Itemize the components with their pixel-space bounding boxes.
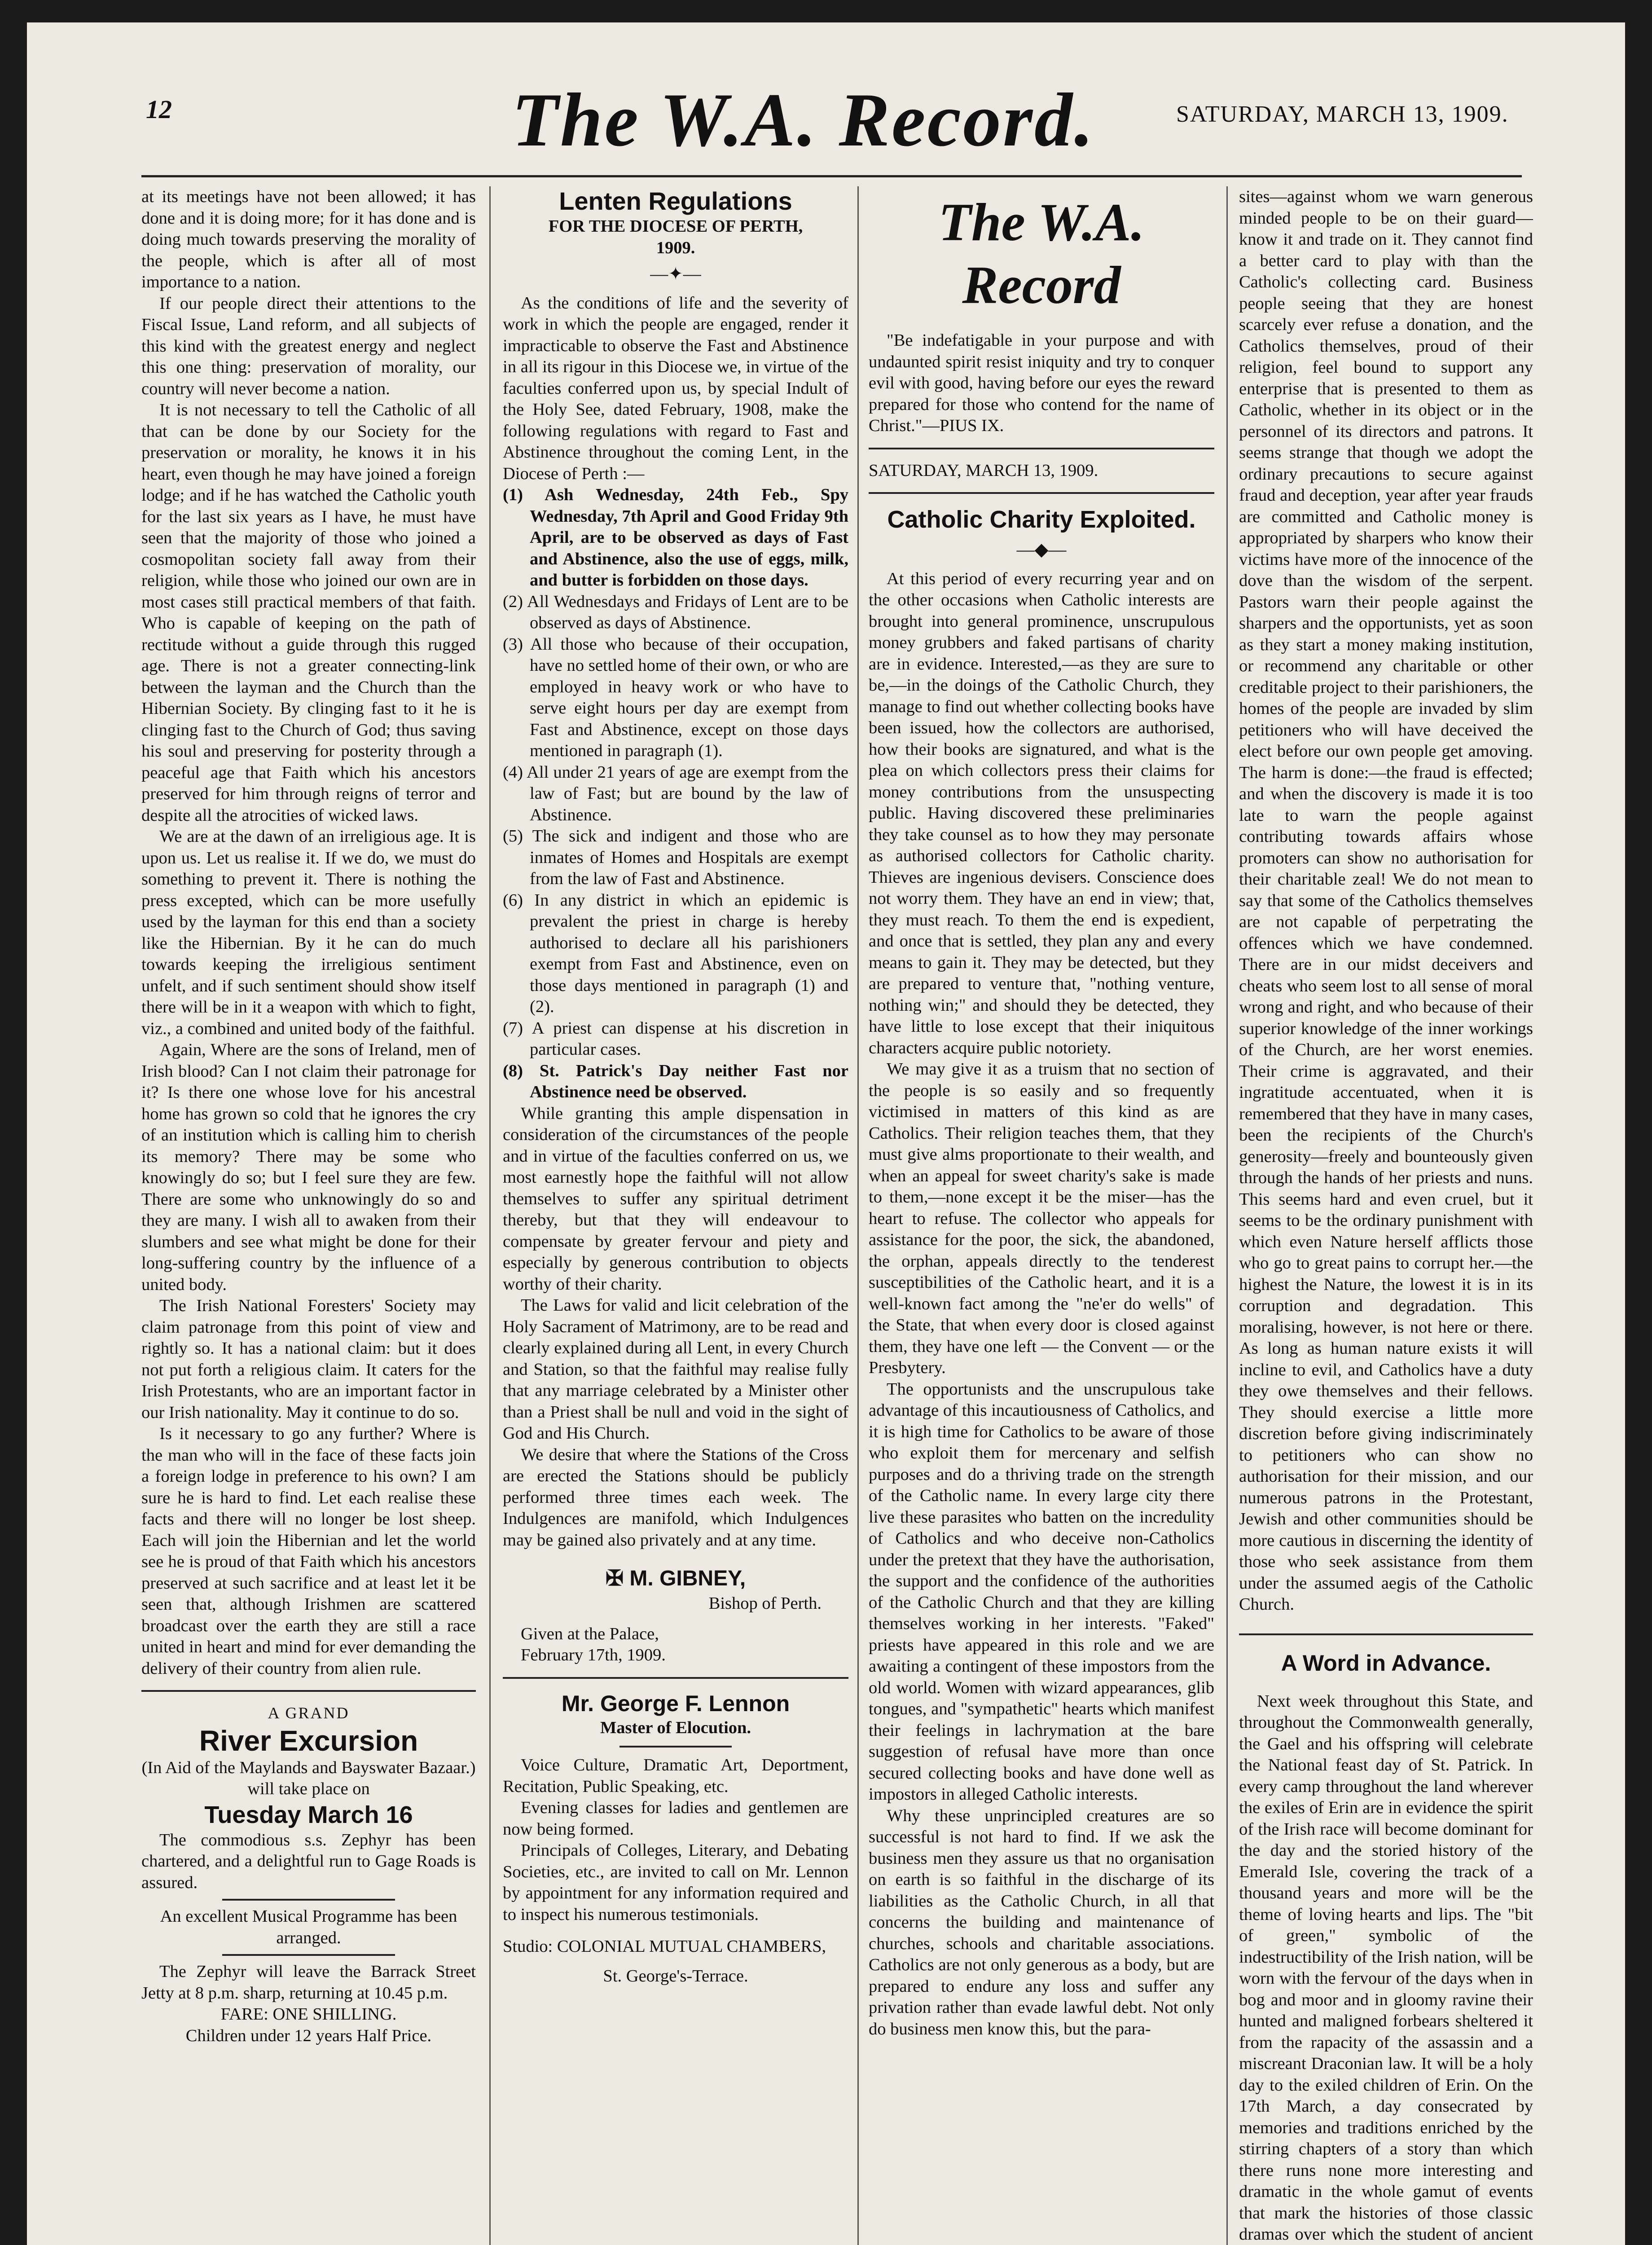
article-paragraph: As the conditions of life and the severity of work in which the people are engaged, render it impracticable to observe the Fast and Abstinence in all its rigour in this Diocese we, in virtue of the faculties conferred upon us, by special Indult of the Holy See, dated February, 1908, make the following regulations with regard to Fast and Abstinence throughout the coming Lent, in the Diocese of Perth :— — [503, 293, 848, 483]
ad-text: An excellent Musical Programme has been arranged. — [160, 1907, 457, 1947]
column-3 — [869, 186, 1214, 2245]
regulation-item: (2) All Wednesdays and Fridays of Lent are to be observed as days of Abstinence. — [503, 592, 848, 632]
ad-headline: River Excursion — [199, 1724, 418, 1757]
article-paragraph: Again, Where are the sons of Ireland, men of Irish blood? Can I not claim their patronage for it? Is there one whose love for his ancestral home has grown so cold that he ignores the cry of an institution which is calling him to cherish its memory? There may be some who knowingly do so; but I feel sure they are few. There are some who unknowingly do so and they are many. I wish all to awaken from their slumbers and see what might be done for their long-suffering country by the influence of a united body. — [141, 1040, 476, 1294]
regulation-item: (4) All under 21 years of age are exempt from the law of Fast; but are bound by the law of Abstinence. — [503, 762, 848, 824]
article-paragraph: Is it necessary to go any further? Where is the man who will in the face of these facts join a foreign lodge in preference to his own? I am sure he is hard to find. Let each realise these facts and there will no longer be lost sheep. Each will join the Hibernian and let the world see he is proud of that Faith which his ancestors preserved at such sacrifice and at least let it be seen that, although Irishmen are scattered broadcast over the earth they are still a race united in heart and mind for ever demanding the delivery of their country from alien rule. — [141, 1424, 476, 1678]
separator-rule — [141, 1690, 476, 1692]
article-paragraph: The opportunists and the unscrupulous take advantage of this incautiousness of Catholics, and it is high time for Catholics to be aware of those who exploit them for mercenary and selfish purposes and do a thriving trade on the strength of the Catholic name. In every large city there live these parasites who batten on the incredulity of Catholics and who deceive non-Catholics under the pretext that they have the authorisation, the support and the confidence of the authorities of the Catholic Church and that they are killing themselves working in her interests. "Faked" priests have appeared in this role and we are awaiting a contingent of these impostors from the old world. Women with wizard appearances, glib tongues, and "sympathetic" hearts which manifest their feelings in lachrymation at the bare suggestion of refusal have more than once secured collecting books and have done well as impostors in alleged Catholic interests. — [869, 1379, 1214, 1804]
ad-subline: will take place on — [247, 1779, 370, 1798]
separator-rule — [1239, 1633, 1533, 1635]
column-4 — [1239, 186, 1533, 2245]
column-divider — [857, 186, 859, 2245]
signature-title: Bishop of Perth. — [708, 1594, 822, 1613]
article-paragraph: At this period of every recurring year and on the other occasions when Catholic interests are brought into general prominence, unscrupulous money grubbers and faked partisans of charity are in evidence. Interested,—as they are sure to be,—in the doings of the Catholic Church, they manage to find out whether collecting books have been issued, how the collectors are authorised, how their books are signatured, and what is the plea on which collectors press their claims for money contributions from the unsuspecting public. Having discovered these preliminaries they take counsel as to how they may personate as authorised collectors for Catholic charity. Thieves are ingenious devisers. Conscience does not worry them. They have an end in view; that, they must reach. To them the end is expedient, and once that is settled, they plan any and every means to gain it. They may be detected, but they are prepared to venture that, "nothing venture, nothing win;" and should they be detected, they have little to lose except that their iniquitous characters acquire public notoriety. — [869, 569, 1214, 1057]
article-paragraph: Next week throughout this State, and throughout the Commonwealth generally, the Gael and his offspring will celebrate the National feast day of St. Patrick. In every camp throughout the land wherever the exiles of Erin are in evidence the spirit of the Irish race will become dominant for the day and the storied history of the Emerald Isle, covering the track of a thousand years and more will be the theme of loving hearts and lips. The "bit of green," symbolic of the indestructibility of the Irish nation, will be worn with the fervour of the days when in bog and moor and in gloomy ravine their hunted and maligned forbears sheltered it from the rapacity of the assassin and a miscreant Draconian law. It will be a holy day to the exiled children of Erin. On the 17th March, a day consecrated by memories and traditions enriched by the stirring chapters of a story than which there runs none more interesting and dramatic in the whole gamut of events that mark the histories of those classic dramas over which the student of ancient — [1239, 1691, 1533, 2244]
ad-fare: FARE: ONE SHILLING. — [220, 2005, 397, 2024]
article-title: Lenten Regulations — [559, 187, 792, 215]
article-paragraph: sites—against whom we warn generous minded people to be on their guard—know it and trade on it. They cannot find a better card to play with than the Catholic's collecting card. Business people seeing that they are honest scarcely ever refuse a donation, and the Catholics themselves, proud of their religion, feel bound to support any enterprise that is presented to them as Catholic, whether in its object or in the personnel of its directors and patrons. It seems strange that though we adopt the ordinary precautions to secure against fraud and deception, year after year frauds are committed and Catholic money is appropriated by sharpers who know their victims have more of the innocence of the dove than the wisdom of the serpent. Pastors warn their people against the sharpers and the opportunists, yet as soon as they start a money making institution, or recommend any charitable or other creditable project to their parishioners, the homes of the people are invaded by slim petitioners who will have deceived the elect before our own people get amoving. The harm is done:—the fraud is effected; and when the discovery is made it is too late to warn the people against contributing towards affairs whose promoters can show no authorisation for their charitable zeal! We do not mean to say that some of the Catholics themselves are not capable of perpetrating the offences which we have condemned. There are in our midst deceivers and cheats who seem lost to all sense of moral wrong and right, and who because of their superior knowledge of the inner workings of the Church, are her worst enemies. Their crime is aggravated, and their ingratitude accentuated, when it is remembered that they have in many cases, been the recipients of the Church's generosity—freely and bounteously given through the hands of her priests and nuns. This seems hard and even cruel, but it seems to be the ordinary punishment with which even Nature herself afflicts those who go to great pains to corrupt her.—the highest the Nature, the lowest it is in its corruption and degradation. This moralising, however, is not here or there. As long as human nature exists it will incline to evil, and Catholics have a duty they owe themselves and their fellows. They should exercise a little more discretion before giving indiscriminately to petitioners who can show no authorisation for their mission, and our numerous patrons in the Protestant, Jewish and other communities should be more cautious in discerning the identity of those who seek assistance from them under the assumed aegis of the Catholic Church. — [1239, 187, 1533, 1614]
article-paragraph: While granting this ample dispensation in consideration of the circumstances of the people and in virtue of the faculties conferred on us, we most earnestly hope the faithful will not allow themselves to suffer any spiritual detriment thereby, but that they will endeavour to compensate by greater fervour and piety and especially by generous contribution to objects worthy of their charity. — [503, 1104, 848, 1294]
article-paragraph: It is not necessary to tell the Catholic of all that can be done by our Society for the preservation or morality, he knows it in his heart, even though he may have joined a foreign lodge; and if he has watched the Catholic youth for the last six years as I have, he must have seen that the majority of those who joined a cosmopolitan society fall away from their religion, while those who joined our own are in most cases still practical members of that faith. Who is capable of keeping on the path of rectitude without a guide through this rugged age. There is not a greater connecting-link between the layman and the Church than the Hibernian Society. By clinging fast to it he is clinging fast to the Church of God; thus saving his soul and preserving for posterity through a peaceful age that Faith which his ancestors preserved for him through reigns of terror and despite all the atrocities of wicked laws. — [141, 401, 476, 825]
newspaper-page — [27, 22, 1625, 2245]
given-line: Given at the Palace, — [521, 1624, 659, 1643]
separator-rule — [869, 448, 1214, 449]
masthead-title: The W.A. Record. — [512, 78, 1095, 162]
article-paragraph: The Irish National Foresters' Society may claim patronage from this point of view and rightly so. It has a national claim: but it does not put forth a religious claim. It caters for the Irish Protestants, who are an important factor in our Irish nationality. May it continue to do so. — [141, 1296, 476, 1422]
regulation-item: (3) All those who because of their occupation, have no settled home of their own, or who are employed in heavy work or who have to serve eight hours per day are exempt from Fast and Abstinence, except on those days mentioned in paragraph (1). — [503, 634, 848, 760]
article-paragraph: We desire that where the Stations of the Cross are erected the Stations should be publicly performed three times each week. The Indulgences are manifold, which Indulgences may be gained also privately and at any time. — [503, 1445, 848, 1549]
ad-headline: Mr. George F. Lennon — [561, 1690, 790, 1716]
column-divider — [489, 186, 491, 2245]
ad-subline: (In Aid of the Maylands and Bayswater Bazaar.) — [141, 1758, 476, 1777]
excursion-ad — [141, 1703, 476, 2047]
separator-rule — [869, 492, 1214, 494]
article-paragraph: If our people direct their attentions to the Fiscal Issue, Land reform, and all subjects of this kind with the greatest energy and neglect this one thing: preservation of morality, our country will never become a nation. — [141, 294, 476, 398]
separator-rule — [222, 1954, 395, 1956]
ad-kicker: A GRAND — [268, 1704, 350, 1722]
article-paragraph: We are at the dawn of an irreligious age. It is upon us. Let us realise it. If we do, we must do something to prevent it. There is nothing the press excepted, which can be more usefully used by the layman for this end than a society like the Hibernian. By it he can do much towards keeping the irreligious sentiment unfelt, and if such sentiment should show itself there will be in it a weapon with which to fight, viz., a combined and united body of the faithful. — [141, 827, 476, 1038]
ad-text: Voice Culture, Dramatic Art, Deportment, Recitation, Public Speaking, etc. — [503, 1756, 848, 1796]
article-subtitle: FOR THE DIOCESE OF PERTH, 1909. — [548, 217, 803, 257]
ad-children: Children under 12 years Half Price. — [185, 2026, 432, 2045]
separator-rule — [503, 1677, 848, 1679]
column-1 — [141, 186, 476, 2245]
regulation-item: (6) In any district in which an epidemic is prevalent the priest in charge is hereby authorised to declare all his parishioners exempt from Fast and Abstinence, even on those days mentioned in paragraph (1) and (2). — [503, 890, 848, 1016]
article-title: Catholic Charity Exploited. — [887, 506, 1196, 533]
ad-text: The Zephyr will leave the Barrack Street Jetty at 8 p.m. sharp, returning at 10.45 p.m. — [141, 1962, 476, 2003]
ad-date: Tuesday March 16 — [204, 1801, 413, 1828]
regulation-item: (7) A priest can dispense at his discretion in particular cases. — [503, 1018, 848, 1059]
regulation-item: (1) Ash Wednesday, 24th Feb., Spy Wednesday, 7th April and Good Friday 9th April, are to be observed as days of Fast and Abstinence, also the use of eggs, milk, and butter is forbidden on those days. — [503, 485, 848, 590]
masthead-date: SATURDAY, MARCH 13, 1909. — [1176, 101, 1509, 127]
regulation-item: (5) The sick and indigent and those who are inmates of Homes and Hospitals are exempt from the law of Fast and Abstinence. — [503, 827, 848, 888]
article-title: A Word in Advance. — [1281, 1650, 1491, 1676]
lennon-ad — [503, 1690, 848, 1987]
article-paragraph: Why these unprincipled creatures are so successful is not hard to find. If we ask the business men they assure us that no organisation on earth is so faithful in the discharge of its liabilities as the Catholic Church, in all that concerns the building and maintenance of churches, schools and charitable associations. Catholics are not only generous as a body, but are prepared to endure any loss and suffer any privation rather than evade lawful debt. Not only do business men know this, but the para- — [869, 1806, 1214, 2038]
article-paragraph: at its meetings have not been allowed; it has done and it is doing more; for it has done and is doing much towards preserving the morality of the people, which is after all of most importance to a nation. — [141, 187, 476, 291]
ad-studio: Studio: COLONIAL MUTUAL CHAMBERS, — [503, 1937, 826, 1956]
ad-text: Principals of Colleges, Literary, and Debating Societies, etc., are invited to call on Mr. Lennon by appointment for any information required and to inspect his numerous testimonials. — [503, 1841, 848, 1924]
article-paragraph: The Laws for valid and licit celebration of the Holy Sacrament of Matrimony, are to be read and clearly explained during all Lent, in every Church and Station, so that the faithful may realise fully that any marriage celebrated by a Minister other than a Priest shall be null and void in the sight of God and His Church. — [503, 1296, 848, 1443]
ornament-icon: —✦— — [650, 264, 701, 284]
separator-rule — [222, 1899, 395, 1901]
regulation-item: (8) St. Patrick's Day neither Fast nor Abstinence need be observed. — [503, 1061, 848, 1101]
ad-text: The commodious s.s. Zephyr has been chartered, and a delightful run to Gage Roads is assured. — [141, 1830, 476, 1892]
signature: ✠ M. GIBNEY, — [605, 1567, 746, 1590]
ad-street: St. George's-Terrace. — [603, 1966, 748, 1985]
header-rule — [141, 175, 1522, 177]
editorial-masthead: The W.A. Record — [938, 192, 1145, 315]
ad-subtitle: Master of Elocution. — [600, 1718, 751, 1737]
ornament-icon: —◆— — [1016, 539, 1067, 559]
editorial-quote: "Be indefatigable in your purpose and with undaunted spirit resist iniquity and try to conquer evil with good, having before our eyes the reward prepared for those who contend for the name of Christ."—PIUS IX. — [869, 331, 1214, 435]
editorial-date: SATURDAY, MARCH 13, 1909. — [869, 461, 1098, 480]
separator-rule — [620, 1746, 732, 1748]
ad-text: Evening classes for ladies and gentlemen are now being formed. — [503, 1798, 848, 1839]
column-divider — [1226, 186, 1228, 2245]
given-date: February 17th, 1909. — [521, 1646, 666, 1664]
column-2 — [503, 186, 848, 2245]
article-paragraph: We may give it as a truism that no section of the people is so easily and so frequently victimised in matters of this kind as are Catholics. Their religion teaches them, that they must give alms proportionate to their wealth, and when an appeal for sweet charity's sake is made to them,—none except it be the miser—has the heart to refuse. The collector who appeals for assistance for the poor, the sick, the abandoned, the orphan, appeals directly to the tenderest susceptibilities of the Catholic heart, and it is a well-known fact among the "ne'er do wells" of the State, that when every door is closed against them, they have one left — the Convent — or the Presbytery. — [869, 1060, 1214, 1377]
page-number: 12 — [146, 95, 172, 124]
